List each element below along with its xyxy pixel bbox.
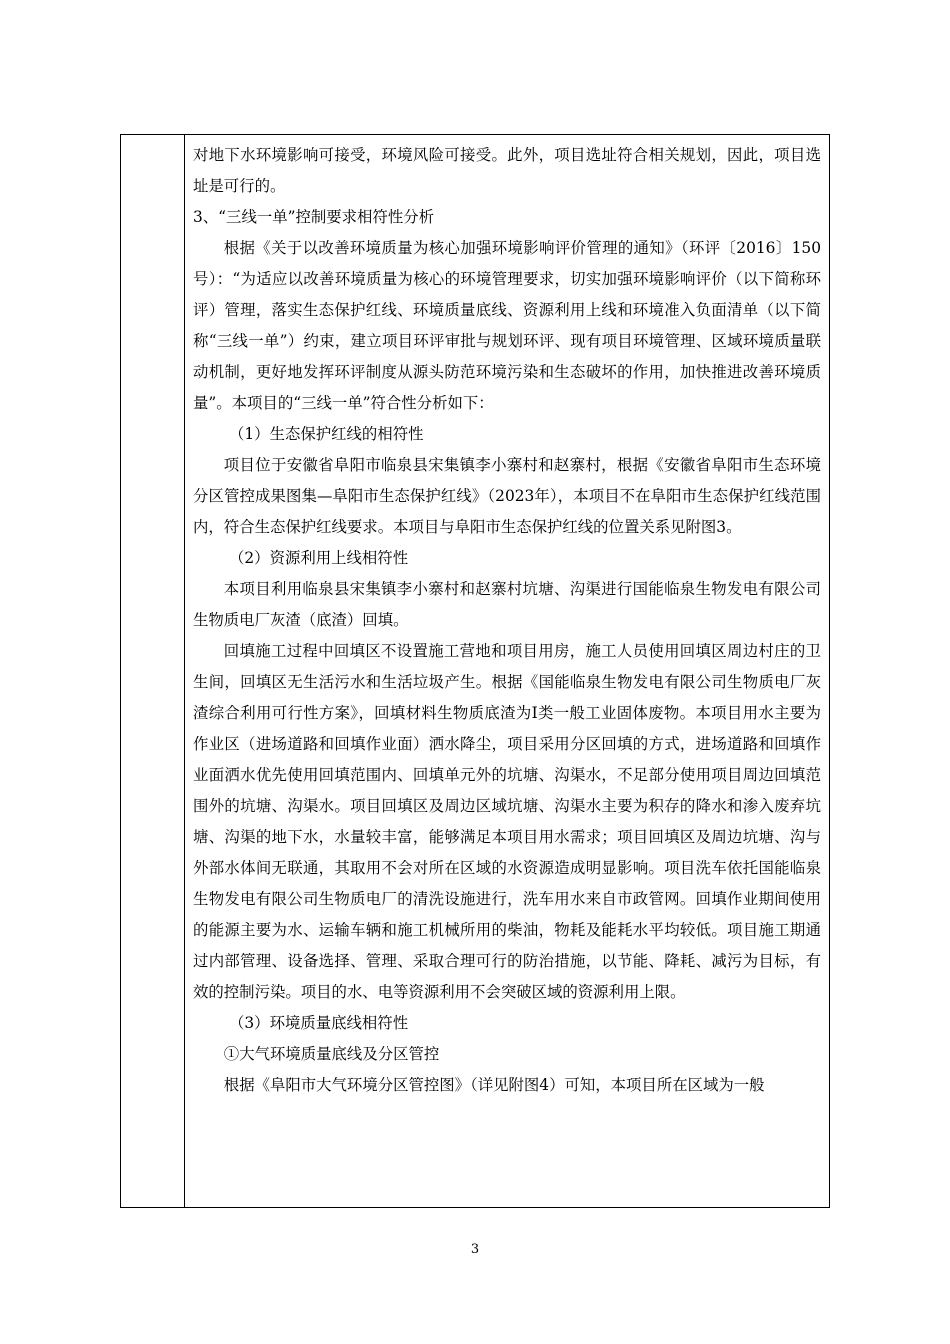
subheading-air-quality-baseline: ①大气环境质量底线及分区管控 [223,1045,440,1063]
subheading-environmental-quality-baseline: （3）环境质量底线相符性 [229,1014,409,1032]
subheading-ecological-redline: （1）生态保护红线的相符性 [229,425,424,443]
subheading-resource-upper-limit: （2）资源利用上线相符性 [229,549,409,567]
paragraph-backfill-location: 本项目利用临泉县宋集镇李小寨村和赵寨村坑塘、沟渠进行国能临泉生物发电有限公司生物质电厂灰渣（底渣）回填。 [193,580,821,629]
paragraph-ecological-redline: 项目位于安徽省阜阳市临泉县宋集镇李小寨村和赵寨村，根据《安徽省阜阳市生态环境分区管控成果图集—阜阳市生态保护红线》（2023年），本项目不在阜阳市生态保护红线范围内，符合生态保护红线要求。本项目与阜阳市生态保护红线的位置关系见附图3。 [193,456,821,536]
section-heading-three-lines-one-list: 3、“三线一单”控制要求相符性分析 [193,208,434,226]
table-column-divider [184,134,185,1208]
paragraph-policy-notice: 根据《关于以改善环境质量为核心加强环境影响评价管理的通知》（环评〔2016〕150号）：“为适应以改善环境质量为核心的环境管理要求，切实加强环境影响评价（以下简称环评）管理，落实生态保护红线、环境质量底线、资源利用上线和环境准入负面清单（以下简称“三线一单”）约束，建立项目环评审批与规划环评、现有项目环境管理、区域环境质量联动机制，更好地发挥环评制度从源头防范环境污染和生态破坏的作用，加快推进改善环境质量”。本项目的“三线一单”符合性分析如下： [193,239,821,412]
paragraph-resource-use: 回填施工过程中回填区不设置施工营地和项目用房，施工人员使用回填区周边村庄的卫生间，回填区无生活污水和生活垃圾产生。根据《国能临泉生物发电有限公司生物质电厂灰渣综合利用可行性方案》，回填材料生物质底渣为I类一般工业固体废物。本项目用水主要为作业区（进场道路和回填作业面）洒水降尘，项目采用分区回填的方式，进场道路和回填作业面洒水优先使用回填范围内、回填单元外的坑塘、沟渠水，不足部分使用项目周边回填范围外的坑塘、沟渠水。项目回填区及周边区域坑塘、沟渠水主要为积存的降水和渗入废弃坑塘、沟渠的地下水，水量较丰富，能够满足本项目用水需求；项目回填区及周边坑塘、沟与外部水体间无联通，其取用不会对所在区域的水资源造成明显影响。项目洗车依托国能临泉生物发电有限公司生物质电厂的清洗设施进行，洗车用水来自市政管网。回填作业期间使用的能源主要为水、运输车辆和施工机械所用的柴油，物耗及能耗水平均较低。项目施工期通过内部管理、设备选择、管理、采取合理可行的防治措施，以节能、降耗、减污为目标，有效的控制污染。项目的水、电等资源利用不会突破区域的资源利用上限。 [193,642,821,1001]
table-content-cell [193,134,821,1101]
paragraph-site-conclusion: 对地下水环境影响可接受，环境风险可接受。此外，项目选址符合相关规划，因此，项目选址是可行的。 [193,146,821,195]
page-number: 3 [470,1242,480,1257]
paragraph-air-zoning: 根据《阜阳市大气环境分区管控图》（详见附图4）可知，本项目所在区域为一般 [223,1076,765,1094]
